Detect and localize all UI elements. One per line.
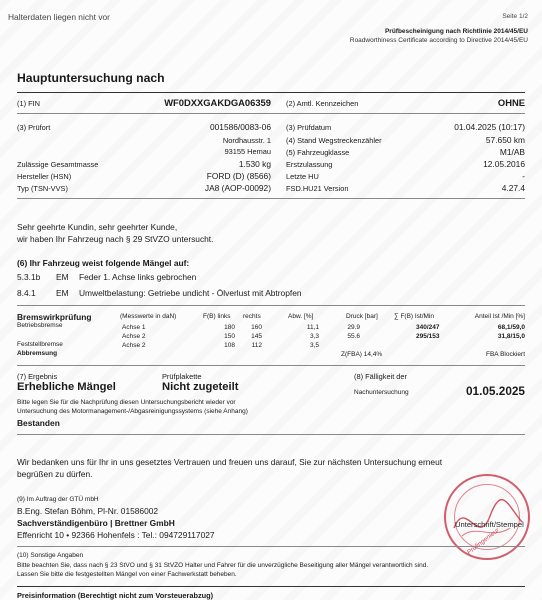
defect-text: Umweltbelastung: Getriebe undicht - Ölverlust mit Abtropfen	[79, 288, 302, 298]
defect-code: 5.3.1b	[17, 272, 41, 282]
result-note: Bitte legen Sie für die Nachprüfung diesen Untersuchungsbericht wieder vor	[17, 399, 236, 406]
thanks-text-continued: begrüßen zu dürfen.	[17, 469, 93, 479]
fba-status: FBA Blockiert	[485, 351, 525, 358]
brake-head-left: F(B) links	[203, 313, 231, 320]
emission-result: Bestanden	[17, 418, 60, 428]
class-label: (5) Fahrzeugklasse	[286, 148, 350, 157]
mass-value: 1.530 kg	[238, 159, 271, 169]
brake-share-value: 31,8/15,0	[497, 333, 525, 340]
brake-deviation: 11,1	[306, 324, 319, 331]
defect-code: 8.4.1	[17, 288, 36, 298]
brake-axle: Achse 1	[122, 324, 146, 331]
certificate-title-en: Roadworthiness Certificate according to Directive 2014/45/EU	[349, 37, 528, 44]
brake-share	[498, 333, 525, 340]
brake-head-pressure: Druck [bar]	[346, 313, 378, 320]
address-city: 93155 Hemau	[224, 147, 271, 156]
registration-value: 12.05.2016	[483, 159, 525, 169]
brake-share-value: 68,1/59,0	[497, 324, 525, 331]
brake-axle: Achse 2	[122, 342, 146, 349]
due-date: 01.05.2025	[465, 384, 525, 398]
nachuntersuchung-label: Nachuntersuchung	[354, 389, 409, 396]
type-value: JA8 (AOP-00092)	[204, 183, 271, 193]
registration-label: Erstzulassung	[286, 160, 333, 169]
certificate-title-de: Prüfbescheinigung nach Richtlinie 2014/45/EU	[384, 28, 528, 35]
fsd-version-label: FSD.HU21 Version	[286, 184, 349, 193]
brake-head-right: rechts	[243, 313, 261, 320]
mass-label: Zulässige Gesamtmasse	[17, 160, 99, 169]
brake-pressure: 55.6	[347, 333, 360, 340]
z-fba-value: Z(FBA) 14,4%	[341, 351, 383, 358]
page-number: Seite 1/2	[502, 13, 528, 20]
greeting-text: wir haben Ihr Fahrzeug nach § 29 StVZO untersucht.	[17, 234, 214, 244]
address-street: Nordhausstr. 1	[222, 136, 271, 145]
brake-right: 145	[251, 333, 262, 340]
title-rule	[17, 92, 525, 93]
brake-head-share: Anteil Ist /Min [%]	[474, 313, 525, 320]
parking-brake-label: Feststellbremse	[17, 341, 63, 348]
brake-head-mess: (Messwerte in daN)	[120, 313, 177, 320]
office-address: Effenricht 10 • 92366 Hohenfels : Tel.: 094729117027	[17, 530, 215, 540]
emission-note: Untersuchung des Motormanagement-/Abgasreinigungssystems (siehe Anhang)	[17, 408, 248, 415]
defect-grade: EM	[56, 288, 69, 298]
brake-share	[498, 324, 525, 331]
due-label: (8) Fälligkeit der	[354, 372, 407, 381]
other-info-text-2: Lassen Sie bitte die festgestellten Mängel von einer Fachwerkstatt beheben.	[17, 571, 237, 578]
fsd-version-value: 4.27.4	[501, 183, 525, 193]
owner-data-note: Halterdaten liegen nicht vor	[8, 12, 110, 22]
other-info-text: Bitte beachten Sie, dass nach § 23 StVO und § 31 StVZO Halter und Fahrer für die unverzügliche Beseitigung aller Mängel verantwortlich sind.	[17, 562, 429, 569]
brake-pressure: 29.9	[347, 324, 360, 331]
brake-head-deviation: Abw. [%]	[288, 313, 314, 320]
abbremsung-label: Abbremsung	[17, 350, 58, 357]
brake-sum: 295/153	[416, 333, 440, 340]
brake-right: 112	[251, 342, 262, 349]
brake-left: 150	[224, 333, 235, 340]
thanks-text: Wir bedanken uns für Ihr in uns gesetztes Vertrauen und freuen uns darauf, Sie zur nächsten Untersuchung erneut	[17, 457, 443, 467]
stamp-text: Prüfingenieur	[465, 526, 501, 557]
signature-mandate: (9) Im Auftrag der GTÜ mbH	[17, 496, 99, 503]
odometer-value: 57.650 km	[485, 135, 525, 145]
brake-left: 108	[224, 342, 235, 349]
last-hu-value: -	[522, 171, 525, 181]
brake-test-title: Bremswirkprüfung	[17, 312, 92, 322]
defect-text: Feder 1. Achse links gebrochen	[79, 272, 197, 282]
date-label: (3) Prüfdatum	[286, 123, 332, 132]
fin-label: (1) FIN	[17, 99, 40, 108]
odometer-label: (4) Stand Wegstreckenzähler	[286, 136, 382, 145]
last-hu-label: Letzte HU	[286, 172, 319, 181]
details-rule	[17, 198, 525, 199]
brakes-rule	[17, 365, 525, 366]
fin-value: WF0DXXGAKDGA06359	[164, 97, 271, 108]
brake-right: 160	[251, 324, 262, 331]
defect-grade: EM	[56, 272, 69, 282]
signature-rule	[17, 546, 525, 547]
defects-rule	[17, 305, 525, 306]
footer-rule	[17, 586, 525, 587]
pruefort-value: 001586/0083-06	[209, 122, 271, 132]
pruefort-label: (3) Prüfort	[17, 123, 51, 132]
type-label: Typ (TSN-VVS)	[17, 184, 68, 193]
result-value: Erhebliche Mängel	[17, 381, 116, 393]
result-label: (7) Ergebnis	[17, 372, 58, 381]
brake-head-sum: ∑ F(B) Ist/Min	[394, 313, 435, 320]
result-rule	[17, 434, 525, 435]
brake-sum: 340/247	[416, 324, 440, 331]
page-title: Hauptuntersuchung nach	[17, 71, 165, 85]
brake-axle: Achse 2	[122, 333, 146, 340]
brake-deviation: 3,3	[309, 333, 319, 340]
plate-value: OHNE	[497, 97, 525, 108]
class-value: M1/AB	[499, 147, 525, 157]
maker-label: Hersteller (HSN)	[17, 172, 72, 181]
date-value: 01.04.2025 (10:17)	[454, 122, 525, 132]
plakette-label: Prüfplakette	[162, 372, 202, 381]
plakette-value: Nicht zugeteilt	[162, 381, 239, 393]
plate-label: (2) Amtl. Kennzeichen	[286, 99, 359, 108]
price-info-heading: Preisinformation (Berechtigt nicht zum Vorsteuerabzug)	[17, 591, 214, 600]
service-brake-label: Betriebsbremse	[17, 322, 63, 329]
brake-left: 180	[224, 324, 235, 331]
fin-rule	[17, 113, 525, 114]
office-name: Sachverständigenbüro | Brettner GmbH	[17, 518, 175, 528]
greeting-salutation: Sehr geehrte Kundin, sehr geehrter Kunde,	[17, 222, 178, 232]
defects-heading: (6) Ihr Fahrzeug weist folgende Mängel auf:	[17, 258, 190, 268]
signature-stamp-label: Unterschrift/Stempel	[455, 520, 524, 529]
brake-deviation: 3,5	[309, 342, 319, 349]
other-info-heading: (10) Sonstige Angaben	[17, 552, 84, 559]
inspector-name: B.Eng. Stefan Böhm, Pl-Nr. 01586002	[17, 506, 159, 516]
maker-value: FORD (D) (8566)	[206, 171, 271, 181]
